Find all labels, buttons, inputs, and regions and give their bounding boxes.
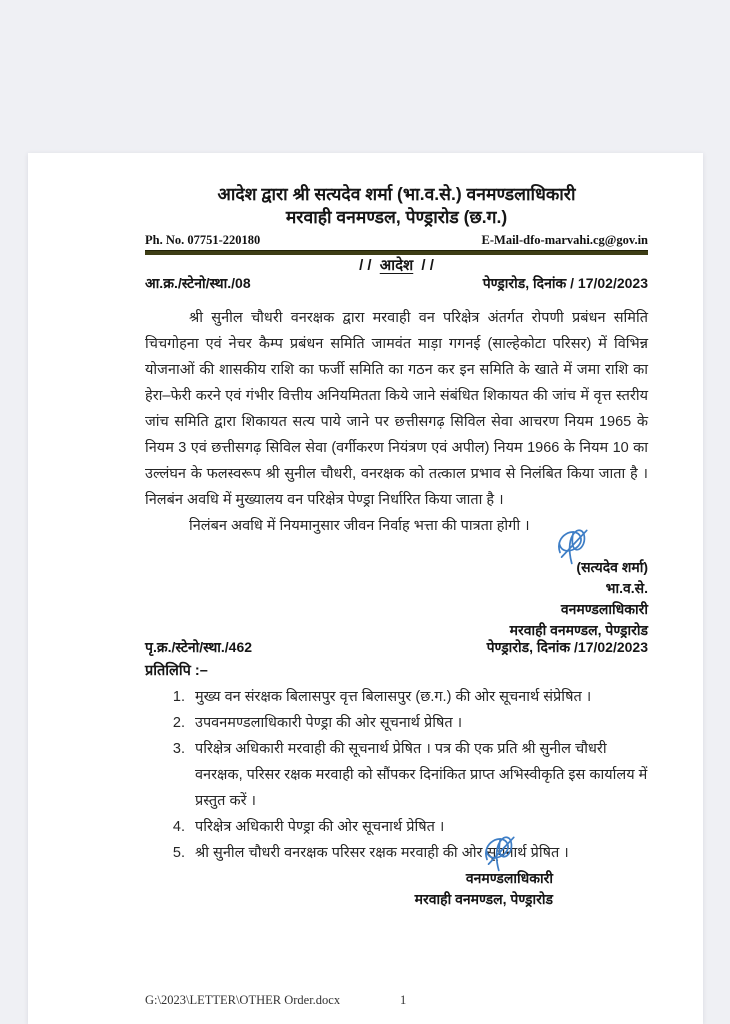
letterhead-title-line2: मरवाही वनमण्डल, पेण्ड्रारोड (छ.ग.) (285, 207, 508, 227)
order-place-date: पेण्ड्रारोड, दिनांक / 17/02/2023 (482, 275, 648, 291)
email-address: E-Mail-dfo-marvahi.cg@gov.in (481, 233, 648, 247)
letterhead-title-line1: आदेश द्वारा श्री सत्यदेव शर्मा (भा.व.से.) वनमण्डलाधिकारी (217, 184, 576, 204)
signatory-office: मरवाही वनमण्डल, पेण्ड्रारोड (509, 622, 648, 638)
signatory-office: मरवाही वनमण्डल, पेण्ड्रारोड (414, 891, 553, 907)
dispatch-place-date: पेण्ड्रारोड, दिनांक /17/02/2023 (486, 639, 648, 655)
footer-page-number: 1 (400, 993, 407, 1007)
phone-number: Ph. No. 07751-220180 (145, 233, 261, 247)
dispatch-reference-number: पृ.क्र./स्टेनो/स्था./462 (145, 639, 253, 655)
signature-block-primary (145, 529, 648, 641)
document-content (28, 153, 703, 910)
copy-list-item: 2. उपवनमण्डलाधिकारी पेण्ड्रा की ओर सूचनार्थ प्रेषित । (189, 710, 648, 736)
footer-file-path: G:\2023\LETTER\OTHER Order.docx (145, 993, 341, 1007)
dispatch-row (145, 639, 648, 656)
order-reference-number: आ.क्र./स्टेनो/स्था./08 (145, 275, 251, 291)
copy-section-heading: प्रतिलिपि :– (145, 663, 208, 679)
order-heading-left-slashes: / / (359, 257, 372, 274)
signatory-designation: वनमण्डलाधिकारी (560, 601, 648, 617)
reference-row (145, 275, 648, 291)
copy-list-item: 5. श्री सुनील चौधरी वनरक्षक परिसर रक्षक मरवाही की ओर सूचनार्थ प्रेषित । (189, 840, 648, 866)
order-heading-word: आदेश (379, 257, 414, 274)
letterhead-divider (145, 250, 648, 255)
letterhead-contact-row (145, 233, 648, 248)
body-paragraph-2: निलंबन अवधि में नियमानुसार जीवन निर्वाह भत्ता की पात्रता होगी । (189, 518, 530, 534)
order-heading-right-slashes: / / (421, 257, 434, 274)
copy-list-item: 3. परिक्षेत्र अधिकारी मरवाही की सूचनार्थ प्रेषित । पत्र की एक प्रति श्री सुनील चौधरी वनरक्षक, परिसर रक्षक मरवाही को सौंपकर दिनांकित प्राप्त अभिस्वीकृति इस कार्यालय में प्रस्तुत करें । (189, 736, 648, 814)
signatory-name: (सत्यदेव शर्मा) (576, 559, 648, 575)
signatory-service: भा.व.से. (605, 580, 648, 596)
copy-list-item: 4. परिक्षेत्र अधिकारी पेण्ड्रा की ओर सूचनार्थ प्रेषित । (189, 814, 648, 840)
signatory-designation: वनमण्डलाधिकारी (465, 870, 553, 886)
document-footer (145, 993, 648, 1008)
document-page (28, 153, 703, 1024)
order-heading (145, 257, 648, 275)
copy-list-item: 1. मुख्य वन संरक्षक बिलासपुर वृत्त बिलासपुर (छ.ग.) की ओर सूचनार्थ संप्रेषित । (189, 684, 648, 710)
body-paragraph-1: श्री सुनील चौधरी वनरक्षक द्वारा मरवाही वन परिक्षेत्र अंतर्गत रोपणी प्रबंधन समिति चिचगोहना एवं नेचर कैम्प प्रबंधन समिति जामवंत माड़ा गगनई (साल्हेकोटा परिसर) में विभिन्न योजनाओं की शासकीय राशि का फर्जी समिति का गठन कर इन समिति के खाते में जमा राशि का हेरा–फेरी करने एवं गंभीर वित्तीय अनियमितता किये जाने संबंधित शिकायत की जांच में वृत्त स्तरीय जांच समिति द्वारा शिकायत सत्य पाये जाने पर छत्तीसगढ़ सिविल सेवा आचरण नियम 1965 के नियम 3 एवं छत्तीसगढ़ सिविल सेवा (वर्गीकरण नियंत्रण एवं अपील) नियम 1966 के नियम 10 का उल्लंघन के फलस्वरूप श्री सुनील चौधरी, वनरक्षक को तत्काल प्रभाव से निलंबित किया जाता है । निलबंन अवधि में मुख्यालय वन परिक्षेत्र पेण्ड्रा निर्धारित किया जाता है । (145, 310, 648, 508)
